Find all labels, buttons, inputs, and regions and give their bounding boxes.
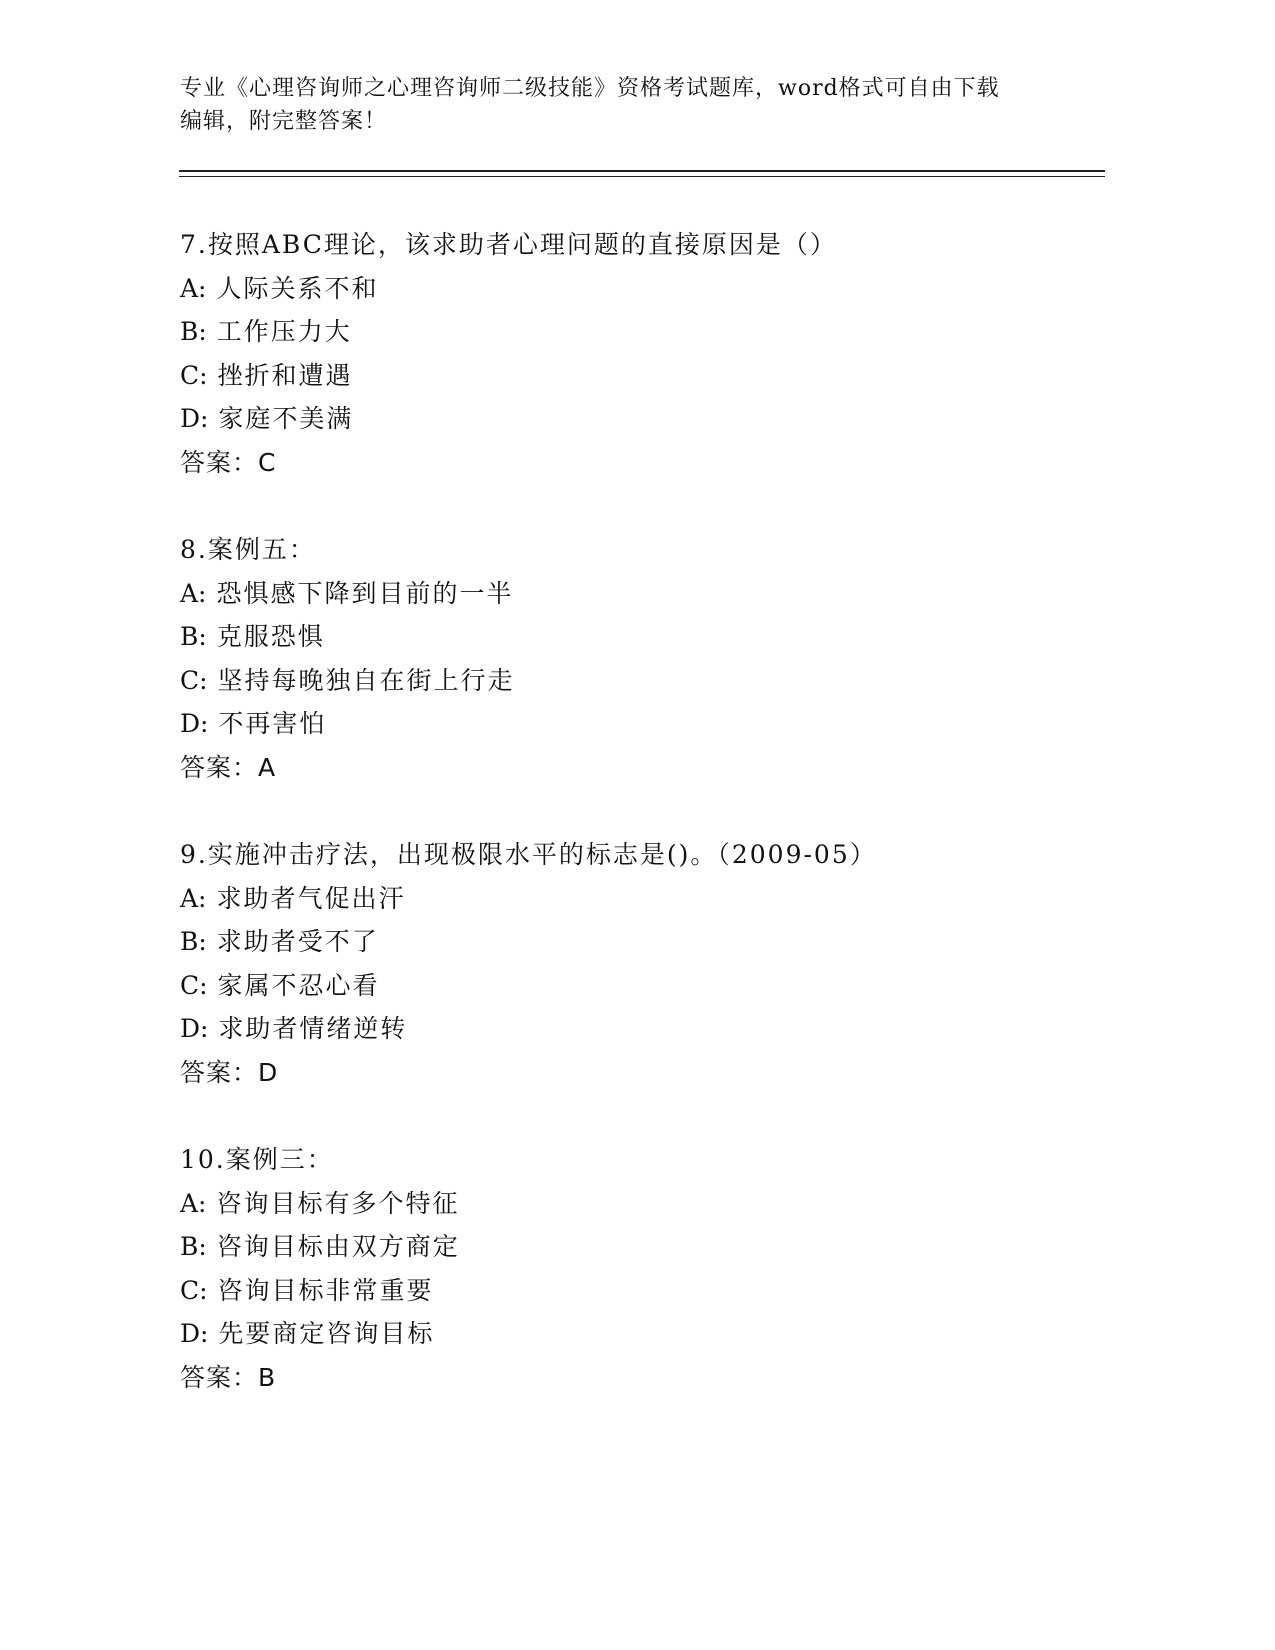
- option-text: 挫折和遭遇: [217, 360, 353, 390]
- option-text: 咨询目标由双方商定: [216, 1232, 460, 1262]
- option-key: C:: [180, 970, 208, 1000]
- question-block: [180, 528, 1080, 790]
- option-d: [180, 1007, 1080, 1051]
- option-key: D:: [180, 404, 209, 434]
- option-text: 人际关系不和: [216, 273, 379, 303]
- option-c: [180, 1269, 1080, 1313]
- option-d: [180, 397, 1080, 441]
- option-key: A:: [180, 1188, 207, 1218]
- option-text: 咨询目标非常重要: [217, 1275, 434, 1305]
- option-a: [180, 1182, 1080, 1226]
- option-b: [180, 1225, 1080, 1269]
- header-divider-thin: [179, 176, 1105, 177]
- option-text: 求助者情绪逆转: [218, 1014, 408, 1044]
- option-text: 坚持每晚独自在街上行走: [217, 665, 515, 695]
- question-block: [180, 833, 1080, 1095]
- option-key: A:: [180, 273, 207, 303]
- option-key: A:: [180, 578, 207, 608]
- question-stem: 9.实施冲击疗法，出现极限水平的标志是()。（2009-05）: [180, 840, 877, 869]
- option-key: C:: [180, 1275, 208, 1305]
- option-key: B:: [180, 622, 207, 652]
- option-text: 不再害怕: [218, 709, 327, 739]
- answer-line: 答案：C: [180, 447, 277, 477]
- option-c: [180, 659, 1080, 703]
- option-d: [180, 702, 1080, 746]
- header-divider-thick: [179, 170, 1105, 172]
- option-key: B:: [180, 317, 207, 347]
- option-key: B:: [180, 927, 207, 957]
- header-line-2: 编辑，附完整答案！: [180, 109, 388, 134]
- option-a: [180, 267, 1080, 311]
- answer-line: 答案：A: [180, 752, 277, 782]
- option-text: 克服恐惧: [216, 622, 325, 652]
- option-text: 工作压力大: [216, 317, 352, 347]
- option-text: 家庭不美满: [218, 404, 354, 434]
- option-text: 求助者气促出汗: [216, 883, 406, 913]
- option-key: D:: [180, 1319, 209, 1349]
- option-text: 咨询目标有多个特征: [216, 1188, 460, 1218]
- option-b: [180, 310, 1080, 354]
- question-stem: 10.案例三：: [180, 1145, 334, 1174]
- answer-line: 答案：D: [180, 1057, 279, 1087]
- option-d: [180, 1312, 1080, 1356]
- option-c: [180, 964, 1080, 1008]
- option-c: [180, 354, 1080, 398]
- option-b: [180, 920, 1080, 964]
- option-a: [180, 572, 1080, 616]
- option-key: D:: [180, 709, 209, 739]
- option-key: D:: [180, 1014, 209, 1044]
- option-key: C:: [180, 665, 208, 695]
- option-text: 家属不忍心看: [217, 970, 380, 1000]
- document-header: [180, 72, 1040, 138]
- option-text: 恐惧感下降到目前的一半: [216, 578, 514, 608]
- option-text: 先要商定咨询目标: [218, 1319, 435, 1349]
- header-line-1: 专业《心理咨询师之心理咨询师二级技能》资格考试题库，word格式可自由下载: [180, 76, 1000, 101]
- option-b: [180, 615, 1080, 659]
- option-text: 求助者受不了: [216, 927, 379, 957]
- question-stem: 7.按照ABC理论，该求助者心理问题的直接原因是（）: [180, 230, 837, 259]
- question-block: [180, 1138, 1080, 1400]
- question-block: [180, 223, 1080, 485]
- question-stem: 8.案例五：: [180, 535, 316, 564]
- option-key: B:: [180, 1232, 207, 1262]
- option-key: C:: [180, 360, 208, 390]
- option-key: A:: [180, 883, 207, 913]
- option-a: [180, 877, 1080, 921]
- answer-line: 答案：B: [180, 1362, 277, 1392]
